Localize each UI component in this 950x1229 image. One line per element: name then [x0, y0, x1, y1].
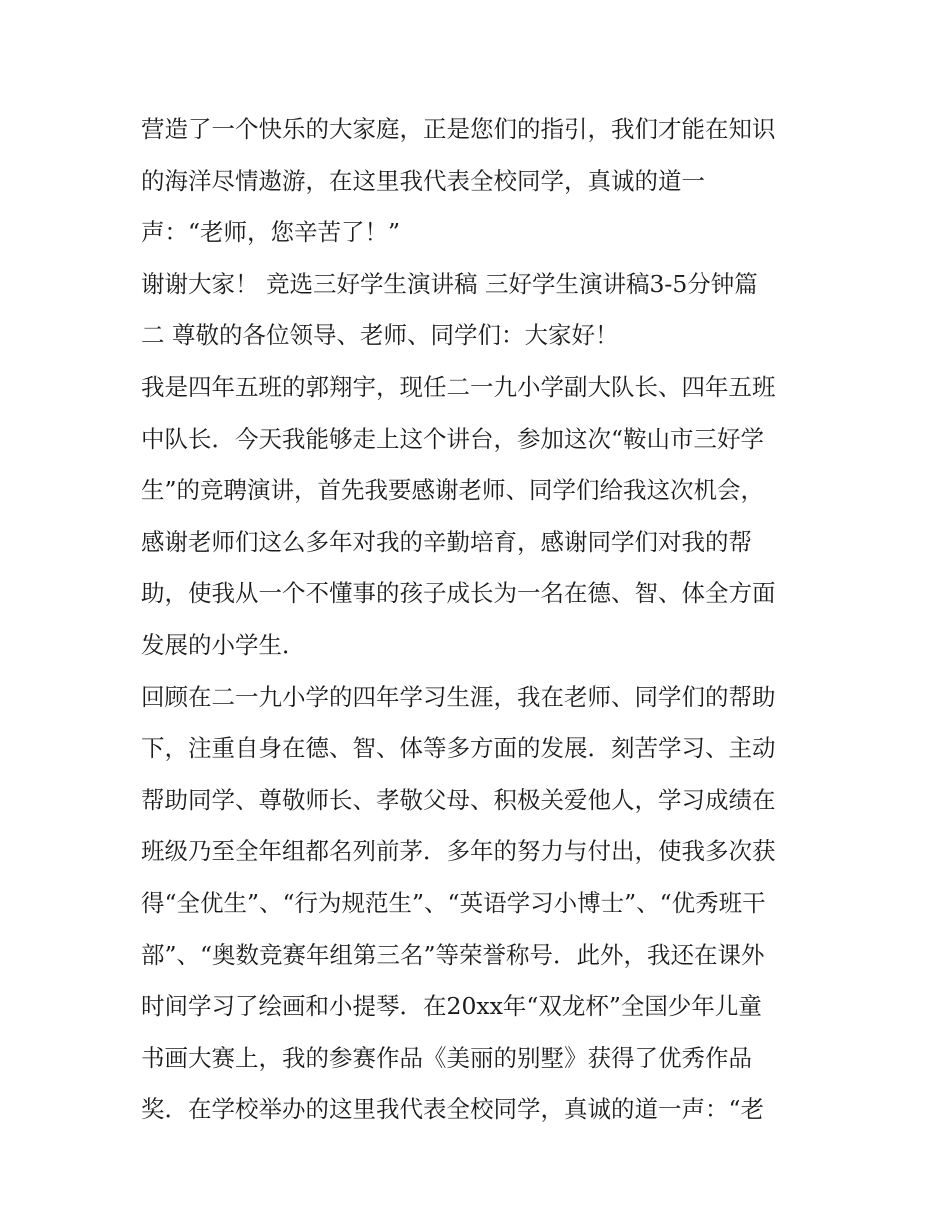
text-line: 助，使我从一个不懂事的孩子成长为一名在德、智、体全方面: [141, 579, 776, 608]
text-line: 得“全优生”、“行为规范生”、“英语学习小博士”、“优秀班干: [141, 888, 766, 917]
text-line: 二 尊敬的各位领导、老师、同学们：大家好！: [141, 321, 619, 350]
text-line: 感谢老师们这么多年对我的辛勤培育，感谢同学们对我的帮: [141, 527, 752, 556]
text-line: 帮助同学、尊敬师长、孝敬父母、积极关爱他人，学习成绩在: [141, 785, 776, 814]
text-line: 营造了一个快乐的大家庭，正是您们的指引，我们才能在知识: [141, 115, 776, 143]
text-line: 的海洋尽情遨游，在这里我代表全校同学，真诚的道一: [141, 166, 705, 195]
text-line: 发展的小学生．: [141, 630, 306, 659]
text-line: 部”、“奥数竞赛年组第三名”等荣誉称号．此外，我还在课外: [141, 940, 765, 969]
text-line: 奖．在学校举办的这里我代表全校同学，真诚的道一声：“老: [141, 1095, 765, 1124]
text-line: 中队长．今天我能够走上这个讲台，参加这次“鞍山市三好学: [141, 424, 765, 453]
text-line: 下，注重自身在德、智、体等多方面的发展．刻苦学习、主动: [141, 734, 776, 763]
document-page: [141, 104, 821, 1136]
text-line: 生”的竞聘演讲，首先我要感谢老师、同学们给我这次机会，: [141, 476, 765, 505]
text-line: 声：“老师，您辛苦了！”: [141, 218, 401, 247]
text-line: 谢谢大家！ 竞选三好学生演讲稿 三好学生演讲稿3-5分钟篇: [141, 269, 758, 298]
text-line: 班级乃至全年组都名列前茅．多年的努力与付出，使我多次获: [141, 837, 776, 866]
text-line: 书画大赛上，我的参赛作品《美丽的别墅》获得了优秀作品: [141, 1043, 752, 1072]
text-line: 回顾在二一九小学的四年学习生涯，我在老师、同学们的帮助: [141, 682, 776, 711]
text-line: 时间学习了绘画和小提琴．在20xx年“双龙杯”全国少年儿童: [141, 992, 762, 1021]
text-line: 我是四年五班的郭翔宇，现任二一九小学副大队长、四年五班: [141, 372, 776, 401]
